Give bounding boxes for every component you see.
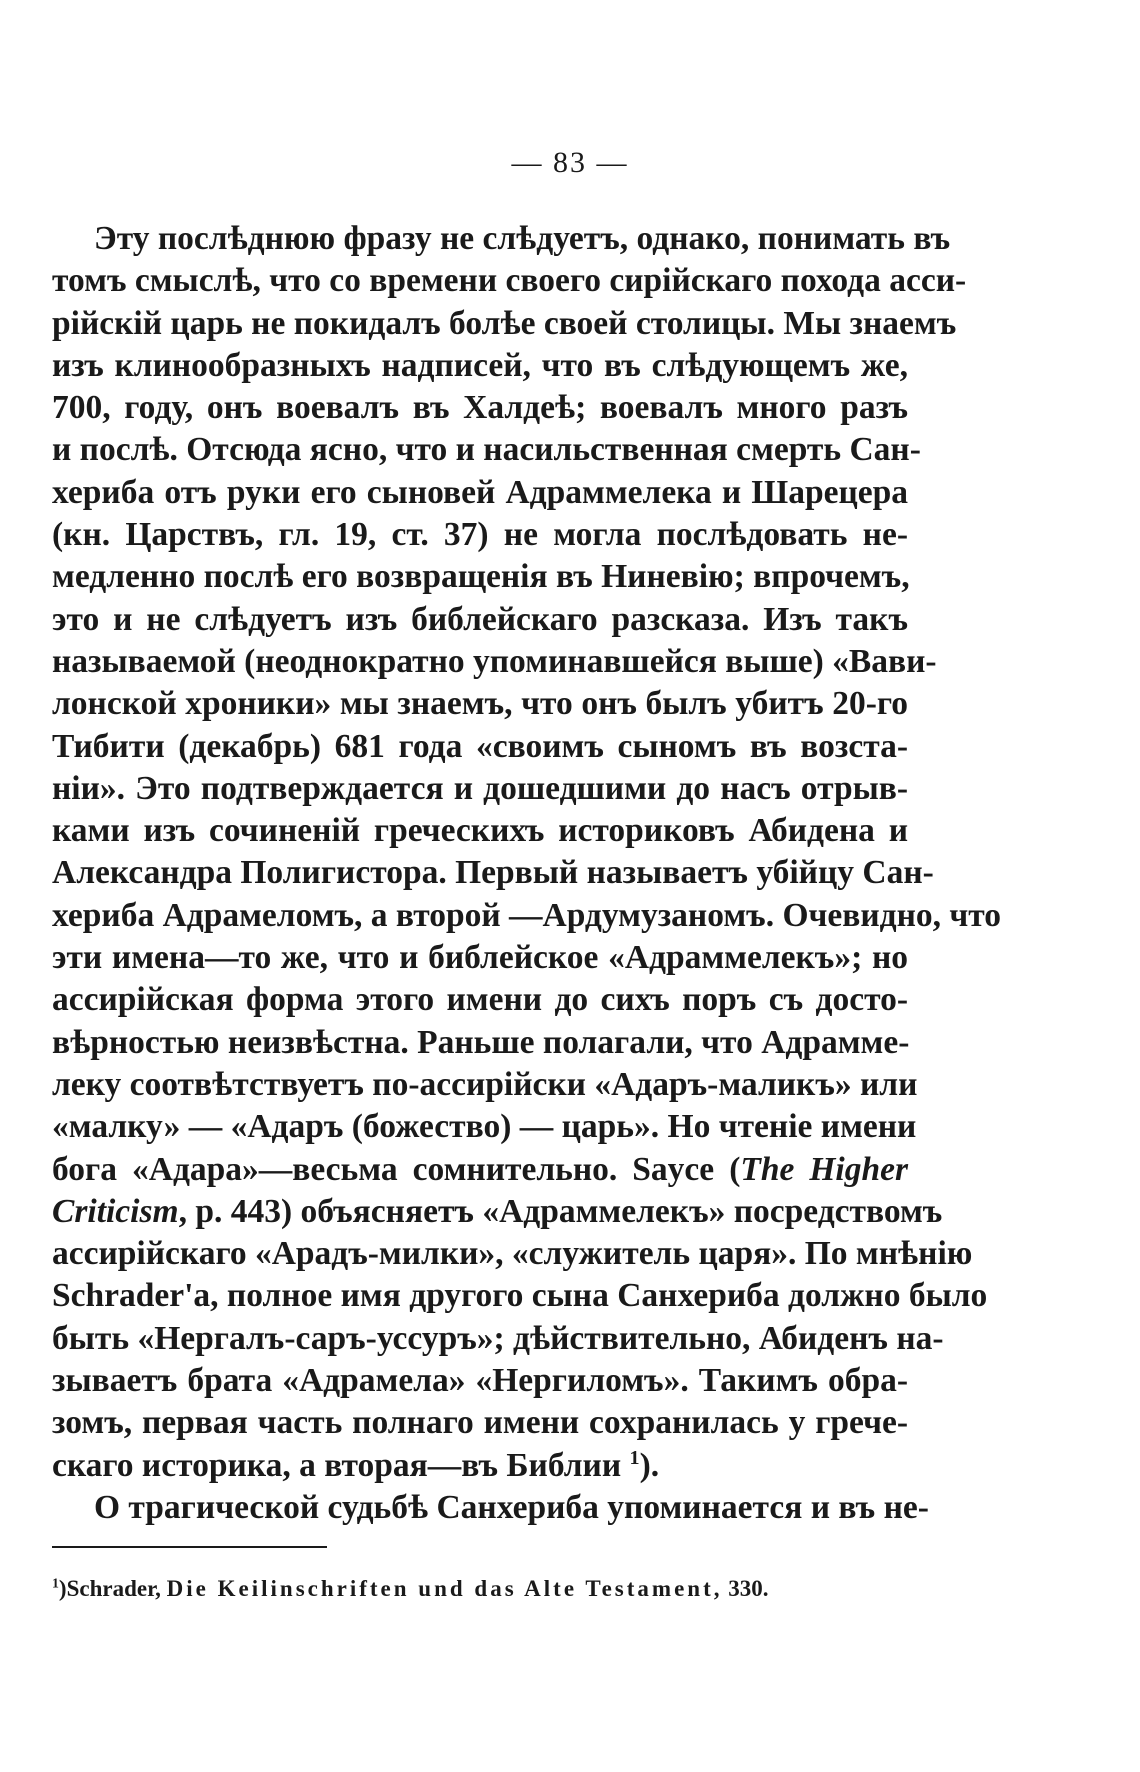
footnote-divider: [52, 1546, 327, 1548]
paragraph-1-part-a: [52, 218, 1002, 1149]
text-line: это и не слѣдуетъ изъ библейскаго разсказа. Изъ такъ: [52, 600, 908, 638]
text-line: Эту послѣднюю фразу не слѣдуетъ, однако, понимать въ: [94, 220, 951, 257]
text-line: ассирійская форма этого имени до сихъ поръ съ досто-: [52, 981, 908, 1019]
text-line: Schrader'a, полное имя другого сына Санхериба должно было: [52, 1277, 988, 1315]
text-line-criticism-italic: Criticism: [52, 1192, 179, 1230]
footnote-title: Die Keilinschriften und das Alte Testament,: [166, 1576, 723, 1601]
footnote-author: )Schrader,: [58, 1576, 161, 1601]
text-line: леку соотвѣтствуетъ по-ассирійски «Адаръ-маликъ» или: [52, 1065, 918, 1103]
text-line: 700, году, онъ воевалъ въ Халдеѣ; воевалъ много разъ: [52, 389, 908, 427]
text-line: хериба отъ руки его сыновей Адраммелека и Шарецера: [52, 473, 908, 511]
text-line: эти имена—то же, что и библейское «Адраммелекъ»; но: [52, 939, 908, 977]
text-line: медленно послѣ его возвращенія въ Ниневію; впрочемъ,: [52, 558, 910, 596]
text-line: называемой (неоднократно упоминавшейся выше) «Вави-: [52, 642, 937, 680]
text-line-criticism: [52, 1191, 943, 1233]
text-line: рійскій царь не покидалъ болѣе своей столицы. Мы знаемъ: [52, 304, 957, 342]
footnote-reference[interactable]: 1: [629, 1446, 640, 1469]
text-line: зываетъ брата «Адрамела» «Нергиломъ». Такимъ обра-: [52, 1362, 908, 1400]
text-line: зомъ, первая часть полнаго имени сохранилась у грече-: [52, 1404, 908, 1442]
text-line: ассирійскаго «Арадъ-милки», «служитель царя». По мнѣнію: [52, 1235, 973, 1273]
text-line-end-tail: ).: [639, 1446, 660, 1484]
text-line: ніи». Это подтверждается и дошедшими до насъ отрыв-: [52, 769, 908, 807]
text-line-sayce: [52, 1149, 908, 1191]
footnote-marker: 1: [52, 1575, 59, 1591]
text-line: вѣрностью неизвѣстна. Раньше полагали, что Адрамме-: [52, 1023, 910, 1061]
text-line: хериба Адрамеломъ, а второй —Ардумузаномъ. Очевидно, что: [52, 896, 1002, 934]
text-line: ками изъ сочиненій греческихъ историковъ Абидена и: [52, 812, 908, 850]
text-line-criticism-roman: , p. 443) объясняетъ «Адраммелекъ» посредствомъ: [178, 1192, 943, 1230]
text-line-sayce-italic: The Higher: [740, 1150, 908, 1188]
text-line: изъ клинообразныхъ надписей, что въ слѣдующемъ же,: [52, 346, 908, 384]
body-text: [52, 218, 1002, 1529]
text-line-paragraph-end: [52, 1445, 908, 1487]
text-line-paragraph-2: О трагической судьбѣ Санхериба упоминается и въ не-: [94, 1488, 929, 1526]
text-line: Александра Полигистора. Первый называетъ убійцу Сан-: [52, 854, 934, 892]
text-line-sayce-roman: бога «Адара»—весьма сомнительно. Sayce (: [52, 1150, 741, 1188]
text-line: и послѣ. Отсюда ясно, что и насильственная смерть Сан-: [52, 431, 921, 469]
text-line: Тибити (декабрь) 681 года «своимъ сыномъ въ возста-: [52, 727, 908, 765]
footnote-page: 330.: [728, 1576, 769, 1601]
footnote: [52, 1576, 908, 1602]
text-line: быть «Нергалъ-саръ-уссуръ»; дѣйствительно, Абиденъ на-: [52, 1319, 944, 1357]
text-line-end-text: скаго историка, а вторая—въ Библии: [52, 1446, 630, 1484]
text-line: томъ смыслѣ, что со времени своего сирійскаго похода асси-: [52, 262, 967, 300]
text-line: «малку» — «Адаръ (божество) — царь». Но чтеніе имени: [52, 1108, 917, 1146]
page-number: — 83 —: [511, 146, 629, 179]
text-line: (кн. Царствъ, гл. 19, ст. 37) не могла послѣдовать не-: [52, 516, 908, 554]
paragraph-1-part-b: [52, 1233, 988, 1444]
text-line: лонской хроники» мы знаемъ, что онъ былъ убитъ 20-го: [52, 685, 908, 723]
